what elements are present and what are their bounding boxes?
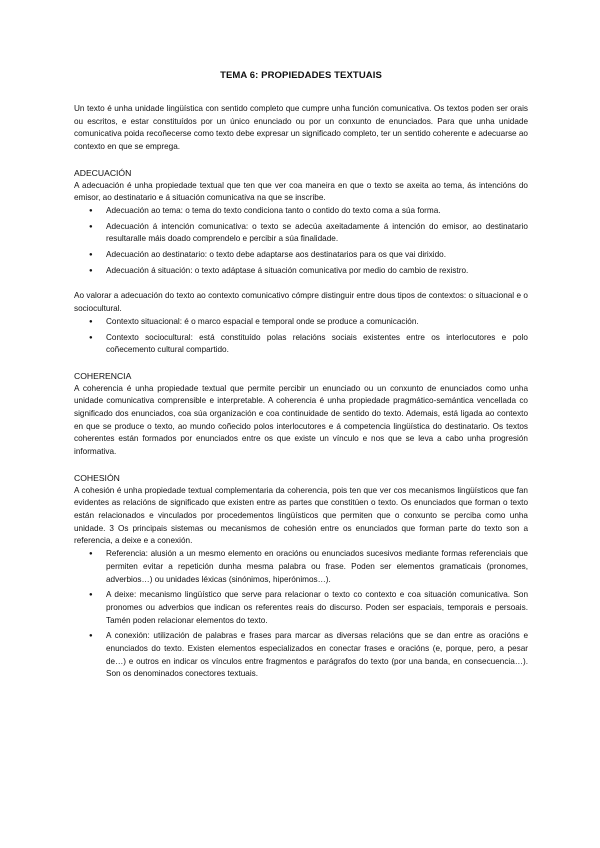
contexts-list (74, 316, 528, 357)
section-adecuacion (74, 167, 528, 357)
list-item: ● Contexto sociocultural: está constituído polas relacións sociais existentes entre os interlocutores e polo coñecemento cultural compartido. (106, 332, 528, 357)
coherencia-paragraph: A coherencia é unha propiedade textual que permite percibir un enunciado ou un conxunto de enunciados como unha unidade comunicativa comprensible e interpretable. A coherencia é unha propiedade pragmático-semántica vencellada co significado dos enunciados, coa súa organización e coa continuidade de sentido do texto. Ademais, está ligada ao contexto en que se produce o texto, ao mundo coñecido polos interlocutores e á competencia lingüística do destinatario. Os textos coherentes están formados por enunciados entre os que existe un vínculo e nos que se leva a cabo unha progresión informativa. (74, 383, 528, 457)
list-item: ● Referencia: alusión a un mesmo elemento en oracións ou enunciados sucesivos mediante formas referenciais que permiten evitar a repetición dunha mesma palabra ou frase. Poden ser elementos gramaticais (pronomes, adverbios…) ou unidades léxicas (sinónimos, hiperónimos…). (106, 548, 528, 586)
list-item: ● Adecuación á intención comunicativa: o texto se adecúa axeitadamente á intención do emisor, ao destinatario resultaralle máis doado comprendelo e percibir a súa finalidade. (106, 221, 528, 246)
adecuacion-list (74, 205, 528, 278)
section-cohesion (74, 472, 528, 681)
list-item: ● Adecuación á situación: o texto adáptase á situación comunicativa por medio do cambio de rexistro. (106, 265, 528, 278)
cohesion-paragraph: A cohesión é unha propiedade textual complementaria da coherencia, pois ten que ver cos mecanismos lingüísticos que fan evidentes as relacións de significado que existen entre as partes que constitúen o texto. Os enunciados que forman o texto están relacionados e vinculados por procedementos lingüísticos que permiten que o conxunto se perciba como unha unidade. 3 Os principais sistemas ou mecanismos de cohesión entre os enunciados que forman parte do texto son a referencia, a deixe e a conexión. (74, 485, 528, 546)
section-coherencia (74, 370, 528, 459)
list-item: ● Adecuación ao destinatario: o texto debe adaptarse aos destinatarios para os que vai dirixido. (106, 249, 528, 262)
section-heading-adecuacion: ADECUACIÓN (74, 167, 132, 178)
list-item: ● A conexión: utilización de palabras e frases para marcar as diversas relacións que se dan entre as oracións e enunciados do texto. Existen elementos especializados en conectar frases e oracións (e, porque, pero, a pesar de…) e outros en indicar os vínculos entre fragmentos e parágrafos do texto (por una banda, en consecuencia…). Son os denominados conectores textuais. (106, 630, 528, 681)
document-page (74, 70, 528, 694)
cohesion-list (74, 548, 528, 681)
section-heading-cohesion: COHESIÓN (74, 472, 120, 483)
adecuacion-paragraph: A adecuación é unha propiedade textual que ten que ver coa maneira en que o texto se axeita ao tema, ás intencións do emisor, ao destinatario e á situación comunicativa na que se inscribe. (74, 180, 528, 203)
adecuacion-contexts-paragraph: Ao valorar a adecuación do texto ao contexto comunicativo cómpre distinguir entre dous tipos de contextos: o situacional e o sociocultural. (74, 291, 528, 314)
intro-paragraph: Un texto é unha unidade lingüística con sentido completo que cumpre unha función comunicativa. Os textos poden ser orais ou escritos, e estar constituídos por un único enunciado ou por un conxunto de enunciados. Para que unha unidade comunicativa poida recoñecerse como texto debe expresar un significado completo, ter un sentido coherente e adecuarse ao contexto en que se emprega. (74, 104, 528, 152)
list-item: ● Adecuación ao tema: o tema do texto condiciona tanto o contido do texto coma a súa forma. (106, 205, 528, 218)
list-item: ● A deixe: mecanismo lingüístico que serve para relacionar o texto co contexto e coa situación comunicativa. Son pronomes ou adverbios que indican os referentes reais do discurso. Poden ser espaciais, temporais e persoais. Tamén poden relacionar elementos do texto. (106, 589, 528, 627)
list-item: ● Contexto situacional: é o marco espacial e temporal onde se produce a comunicación. (106, 316, 528, 329)
page-title: TEMA 6: PROPIEDADES TEXTUAIS (220, 70, 382, 81)
section-heading-coherencia: COHERENCIA (74, 370, 132, 381)
